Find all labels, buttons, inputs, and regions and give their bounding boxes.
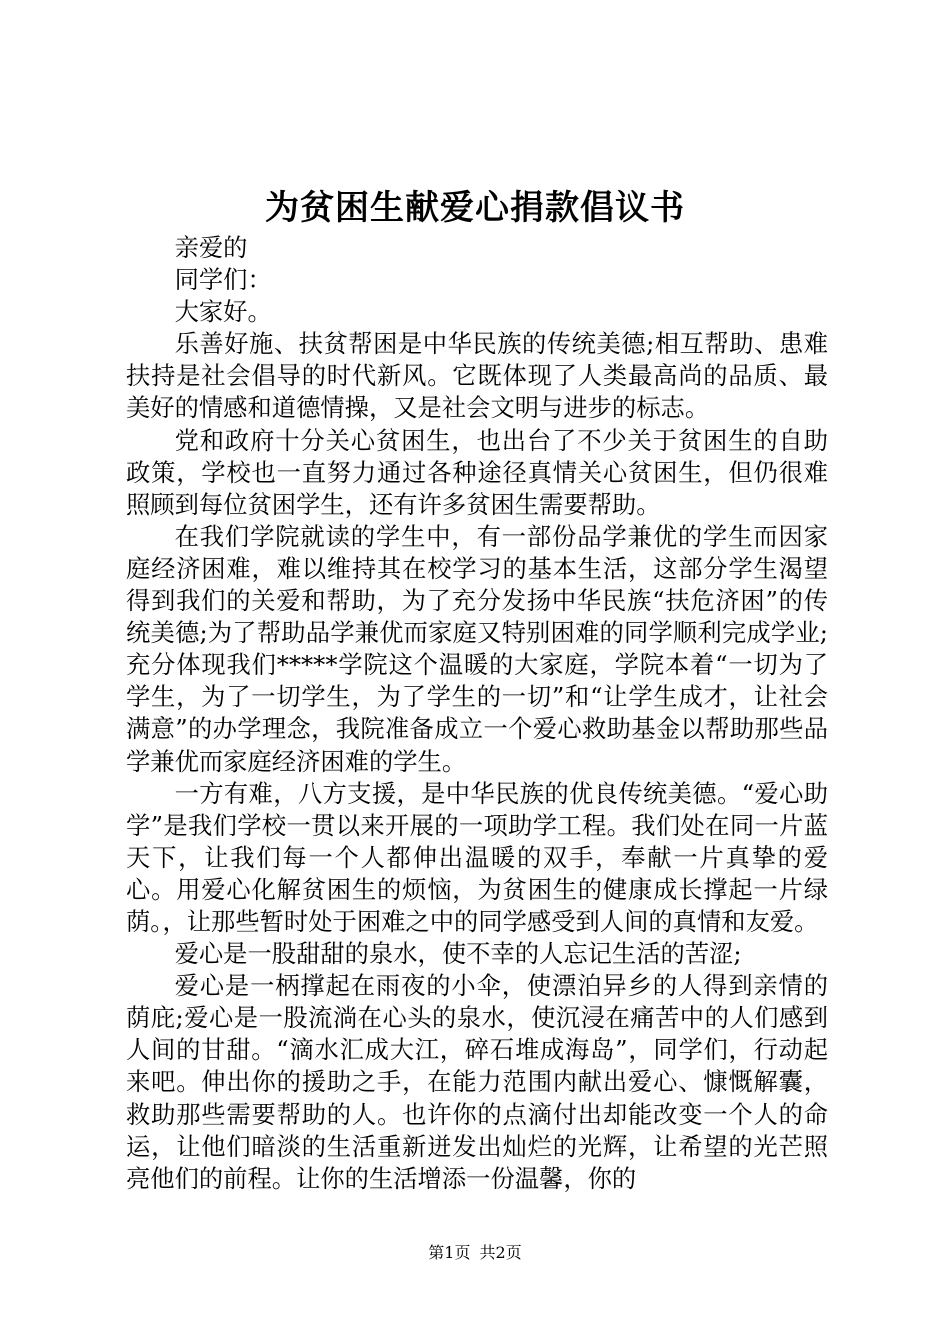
document-body <box>126 232 828 1195</box>
greeting-line: 大家好。 <box>174 297 272 327</box>
page-total: 共2页 <box>479 1243 522 1262</box>
paragraph: 在我们学院就读的学生中，有一部份品学兼优的学生而因家庭经济困难，难以维持其在校学习的基本生活，这部分学生渴望得到我们的关爱和帮助，为了充分发扬中华民族“扶危济困”的传统美德;为了帮助品学兼优而家庭又特别困难的同学顺利完成学业;充分体现我们*****学院这个温暖的大家庭，学院本着“一切为了学生，为了一切学生，为了学生的一切”和“让学生成才，让社会满意”的办学理念，我院准备成立一个爱心救助基金以帮助那些品学兼优而家庭经济困难的学生。 <box>126 521 828 776</box>
document-title: 为贫困生献爱心捐款倡议书 <box>265 188 685 228</box>
paragraph: 爱心是一柄撑起在雨夜的小伞，使漂泊异乡的人得到亲情的荫庇;爱心是一股流淌在心头的泉水，使沉浸在痛苦中的人们感到人间的甘甜。“滴水汇成大江，碎石堆成海岛”，同学们，行动起来吧。伸出你的援助之手，在能力范围内献出爱心、慷慨解囊，救助那些需要帮助的人。也许你的点滴付出却能改变一个人的命运，让他们暗淡的生活重新迸发出灿烂的光辉，让希望的光芒照亮他们的前程。让你的生活增添一份温馨，你的 <box>126 971 828 1193</box>
paragraph: 爱心是一股甜甜的泉水，使不幸的人忘记生活的苦涩; <box>174 939 742 969</box>
paragraph: 乐善好施、扶贫帮困是中华民族的传统美德;相互帮助、患难扶持是社会倡导的时代新风。它既体现了人类最高尚的品质、最美好的情感和道德情操，又是社会文明与进步的标志。 <box>126 329 828 423</box>
salutation-line-1: 亲爱的 <box>174 233 248 262</box>
page-number: 第1页 <box>428 1243 471 1262</box>
paragraph: 党和政府十分关心贫困生，也出台了不少关于贫困生的自助政策，学校也一直努力通过各种途径真情关心贫困生，但仍很难照顾到每位贫困学生，还有许多贫困生需要帮助。 <box>126 425 828 519</box>
page-footer <box>0 1242 950 1264</box>
paragraph: 一方有难，八方支援，是中华民族的优良传统美德。“爱心助学”是我们学校一贯以来开展的一项助学工程。我们处在同一片蓝天下，让我们每一个人都伸出温暖的双手，奉献一片真挚的爱心。用爱心化解贫困生的烦恼，为贫困生的健康成长撑起一片绿荫。，让那些暂时处于困难之中的同学感受到人间的真情和友爱。 <box>126 778 828 936</box>
salutation-line-2: 同学们： <box>174 265 272 295</box>
